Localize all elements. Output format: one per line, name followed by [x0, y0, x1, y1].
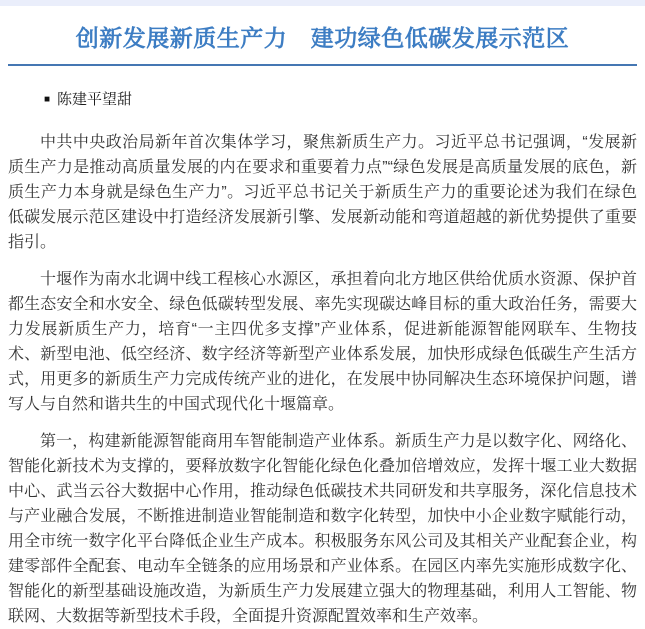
article-paragraph: 第一，构建新能源智能商用车智能制造产业体系。新质生产力是以数字化、网络化、智能化新技术为支撑的，要释放数字化智能化绿色化叠加倍增效应，发挥十堰工业大数据中心、武当云谷大数据中心作用，推动绿色低碳技术共同研发和共享服务，深化信息技术与产业融合发展，不断推进制造业智能制造和数字化转型，加快中小企业数字赋能行动，用全市统一数字化平台降低企业生产成本。积极服务东风公司及其相关产业配套企业，构建零部件全配套、电动车全链条的应用场景和产业体系。在园区内率先实施形成数字化、智能化的新型基础设施改造，为新质生产力发展建立强大的物理基础，利用人工智能、物联网、大数据等新型技术手段，全面提升资源配置效率和生产效率。	[8, 433, 637, 625]
square-bullet-icon: ■	[44, 94, 51, 105]
article-body	[8, 130, 637, 629]
author-name: 陈建平望甜	[57, 91, 133, 108]
byline	[44, 90, 637, 110]
article-paragraph: 十堰作为南水北调中线工程核心水源区，承担着向北方地区供给优质水资源、保护首都生态安全和水安全、绿色低碳转型发展、率先实现碳达峰目标的重大政治任务，需要大力发展新质生产力，培育“一主四优多支撑”产业体系，促进新能源智能网联车、生物技术、新型电池、低空经济、数字经济等新型产业体系发展，加快形成绿色低碳生产生活方式，用更多的新质生产力完成传统产业的进化，在发展中协同解决生态环境保护问题，谱写人与自然和谐共生的中国式现代化十堰篇章。	[8, 271, 637, 413]
top-accent-bar	[0, 0, 645, 6]
article-title: 创新发展新质生产力 建功绿色低碳发展示范区	[75, 25, 570, 51]
article-container	[0, 22, 645, 629]
article-paragraph: 中共中央政治局新年首次集体学习，聚焦新质生产力。习近平总书记强调，“发展新质生产力是推动高质量发展的内在要求和重要着力点”“绿色发展是高质量发展的底色，新质生产力本身就是绿色生产力”。习近平总书记关于新质生产力的重要论述为我们在绿色低碳发展示范区建设中打造经济发展新引擎、发展新动能和弯道超越的新优势提供了重要指引。	[8, 134, 637, 251]
title-divider-line	[8, 64, 637, 66]
